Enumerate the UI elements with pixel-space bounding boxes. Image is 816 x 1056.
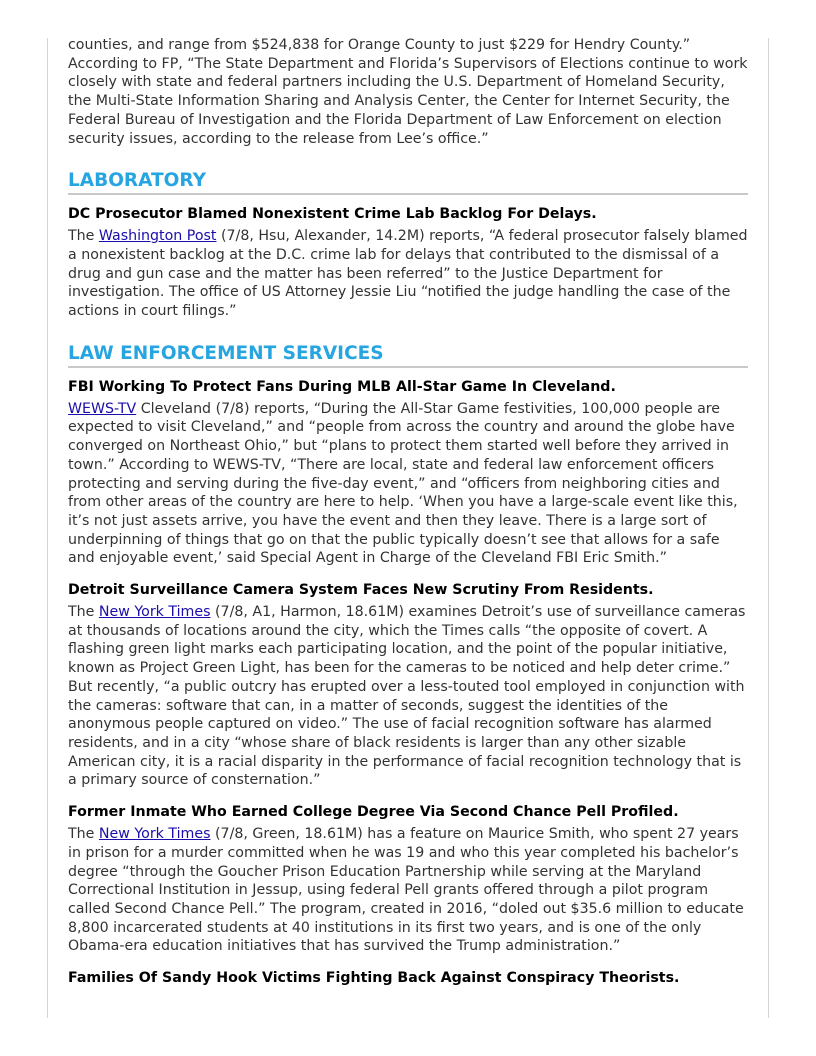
story-headline: Former Inmate Who Earned College Degree Via Second Chance Pell Profiled. [68, 804, 679, 821]
story-fbi-all-star [68, 378, 748, 568]
story-body: (7/8, Green, 18.61M) has a feature on Maurice Smith, who spent 27 years in prison for a murder committed when he was 19 and who this year completed his bachelor’s degree “through the Goucher Prison Education Partnership while serving at the Maryland Correctional Institution in Jessup, using federal Pell grants offered through a pilot program called Second Chance Pell.” The program, created in 2016, “doled out $35.6 million to educate 8,800 incarcerated students at 40 institutions in its first two years, and is one of the only Obama-era education initiatives that has survived the Trump administration.” [68, 826, 744, 955]
story-paragraph [68, 227, 748, 321]
story-headline: FBI Working To Protect Fans During MLB All-Star Game In Cleveland. [68, 378, 616, 395]
newsletter-body [68, 36, 748, 987]
left-border-line [47, 38, 48, 1018]
story-headline: Families Of Sandy Hook Victims Fighting Back Against Conspiracy Theorists. [68, 970, 680, 987]
story-body: (7/8, Hsu, Alexander, 14.2M) reports, “A federal prosecutor falsely blamed a nonexistent backlog at the D.C. crime lab for delays that contributed to the dismissal of a drug and gun case and the matter has been referred” to the Justice Department for investigation. The office of US Attorney Jessie Liu “notified the judge handling the case of the actions in court filings.” [68, 228, 748, 320]
story-sandy-hook [68, 969, 748, 987]
source-link-wews-tv[interactable]: WEWS-TV [68, 400, 137, 417]
story-prefix: The [68, 826, 99, 843]
story-prefix: The [68, 228, 99, 245]
section-heading-law-enforcement: LAW ENFORCEMENT SERVICES [68, 343, 748, 368]
right-border-line [768, 38, 769, 1018]
story-body: Cleveland (7/8) reports, “During the All-Star Game festivities, 100,000 people are expected to visit Cleveland,” and “people from across the country and around the globe have converged on Northeast Ohio,” but “plans to protect them started well before they arrived in town.” According to WEWS-TV, “There are local, state and federal law enforcement officers protecting and serving during the five-day event,” and “officers from neighboring cities and from other areas of the country are here to help. ‘When you have a large-scale event like this, it’s not just assets arrive, you have the event and then they leave. There is a large sort of underpinning of things that go on that the public typically doesn’t see that allows for a safe and enjoyable event,’ said Special Agent in Charge of the Cleveland FBI Eric Smith.” [68, 400, 738, 567]
source-link-washington-post[interactable]: Washington Post [98, 228, 217, 245]
source-link-new-york-times[interactable]: New York Times [98, 826, 211, 843]
story-body: (7/8, A1, Harmon, 18.61M) examines Detroit’s use of surveillance cameras at thousands of locations around the city, which the Times calls “the opposite of covert. A flashing green light marks each participating location, and the point of the popular initiative, known as Project Green Light, has been for the cameras to be noticed and help deter crime.” But recently, “a public outcry has erupted over a less-touted tool employed in conjunction with the cameras: software that can, in a matter of seconds, suggest the identities of the anonymous people captured on video.” The use of facial recognition software has alarmed residents, and in a city “whose share of black residents is larger than any other sizable American city, it is a racial disparity in the performance of facial recognition technology that is a primary source of consternation.” [68, 604, 746, 789]
story-prefix: The [68, 604, 99, 621]
story-headline: Detroit Surveillance Camera System Faces New Scrutiny From Residents. [68, 582, 654, 599]
story-paragraph [68, 603, 748, 790]
intro-paragraph: counties, and range from $524,838 for Orange County to just $229 for Hendry County.” According to FP, “The State Department and Florida’s Supervisors of Elections continue to work closely with state and federal partners including the U.S. Department of Homeland Security, the Multi-State Information Sharing and Analysis Center, the Center for Internet Security, the Federal Bureau of Investigation and the Florida Department of Law Enforcement on election security issues, according to the release from Lee’s office.” [68, 37, 748, 147]
section-heading-laboratory: LABORATORY [68, 170, 748, 195]
story-headline: DC Prosecutor Blamed Nonexistent Crime Lab Backlog For Delays. [68, 206, 597, 223]
story-detroit-surveillance [68, 581, 748, 790]
story-paragraph [68, 400, 748, 568]
story-paragraph [68, 825, 748, 956]
story-second-chance-pell [68, 803, 748, 956]
source-link-new-york-times[interactable]: New York Times [98, 604, 211, 621]
story-dc-prosecutor [68, 205, 748, 321]
